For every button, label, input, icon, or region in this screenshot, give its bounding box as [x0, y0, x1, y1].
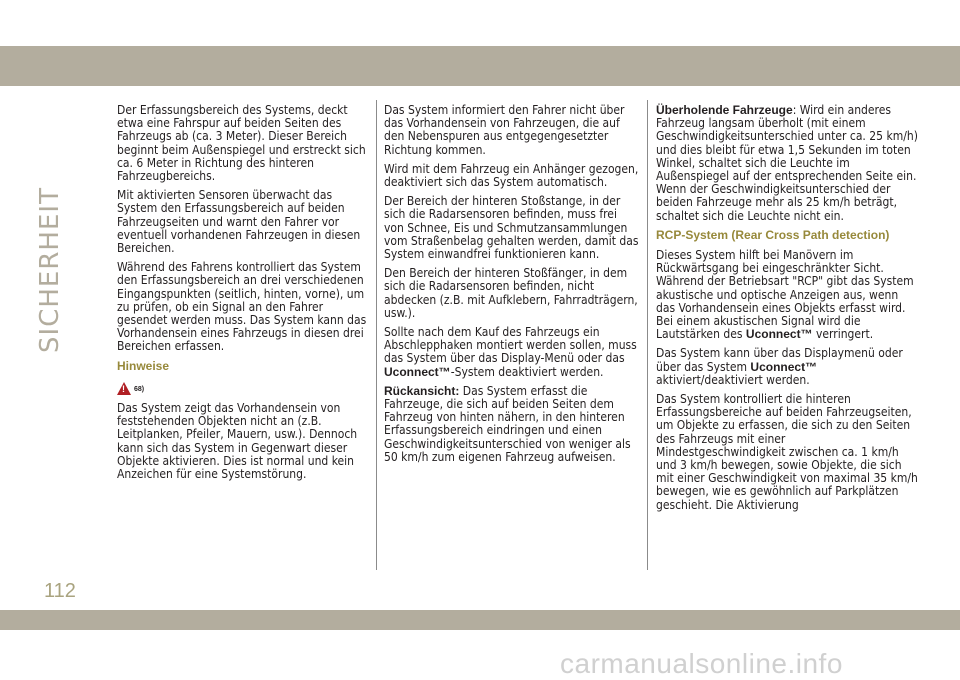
paragraph: Das System informiert den Fahrer nicht über das Vorhandensein von Fahrzeugen, die auf den Nebenspuren aus entgegengesetzter Richtung kommen.	[384, 103, 625, 157]
paragraph: Während des Fahrens kontrolliert das System den Erfassungsbereich an drei verschiedenen Eingangspunkten (seitlich, hinten, vorne), um zu prüfen, ob ein Signal an den Fahrer gesendet werden muss. Das System kann das Vorhandensein eines Fahrzeugs in diesen drei Bereichen erfassen.	[117, 260, 367, 354]
paragraph	[384, 385, 639, 464]
text: Dieses System hilft bei Manövern im Rückwärtsgang bei eingeschränkter Sicht. Während der Betriebsart "RCP" gibt das System akustische und optische Anzeigen aus, wenn das Vorhandensein eines Objekts erfasst wird. Bei einem akustischen Signal wird die Lautstärken des	[656, 248, 914, 342]
paragraph: Mit aktivierten Sensoren überwacht das System den Erfassungsbereich auf beiden Fahrzeugseiten und warnt den Fahrer vor eventuell vorhandenen Fahrzeugen in diesen Bereichen.	[117, 188, 361, 256]
paragraph: Der Bereich der hinteren Stoßstange, in der sich die Radarsensoren befinden, muss frei von Schnee, Eis und Schmutzansammlungen vom Straßenbelag gehalten werden, damit das System einwandfrei funktionieren kann.	[384, 194, 639, 262]
warning-reference: 68)	[134, 385, 145, 393]
paragraph: Das System zeigt das Vorhandensein von feststehenden Objekten nicht an (z.B. Leitplanken, Pfeiler, Mauern, usw.). Dennoch kann sich das System in Gegenwart dieser Objekte aktivieren. Dies ist normal und kein Anzeichen für eine Systemstörung.	[117, 401, 358, 482]
text: Das System erfasst die Fahrzeuge, die sich auf beiden Seiten dem Fahrzeug von hinten nähern, in den hinteren Erfassungsbereich eindringen und einen Geschwindigkeitsunterschied von weniger als 50 km/h zum eigenen Fahrzeug aufweisen.	[384, 383, 631, 464]
paragraph	[656, 347, 918, 387]
notes-heading: Hinweise	[117, 358, 170, 373]
section-title: SICHERHEIT	[35, 187, 65, 353]
column-divider	[376, 100, 377, 570]
term-label: Rückansicht:	[384, 383, 460, 398]
warning-triangle-icon	[117, 382, 131, 395]
text: -System deaktiviert werden.	[450, 364, 604, 379]
paragraph	[656, 249, 918, 341]
text: Das System kann über das Displaymenü oder über das System	[656, 346, 903, 374]
paragraph: Das System kontrolliert die hinteren Erfassungsbereiche auf beiden Fahrzeugseiten, um Objekte zu erfassen, die sich zu den Seiten des Fahrzeugs mit einer Mindestgeschwindigkeit zwischen ca. 1 km/h und 3 km/h bewegen, sowie Objekte, die sich mit einer Geschwindigkeit von maximal 35 km/h bewegen, wie es gewöhnlich auf Parkplätzen geschieht. Die Aktivierung	[656, 392, 918, 512]
rcp-heading: RCP-System (Rear Cross Path detection)	[656, 227, 890, 242]
warning-marker	[117, 380, 372, 396]
brand-term: Uconnect™	[750, 359, 818, 374]
column-1	[117, 104, 372, 487]
text: : Wird ein anderes Fahrzeug langsam überholt (mit einem Geschwindigkeitsunterschied unter ca. 25 km/h) und dies bleibt für etwa 1,5 Sekunden im toten Winkel, schaltet sich die Leuchte im Außenspiegel auf der entsprechenden Seite ein. Wenn der Geschwindigkeitsunterschied der beiden Fahrzeuge mehr als 25 km/h beträgt, schaltet sich die Leuchte nicht ein.	[656, 103, 918, 223]
brand-term: Uconnect™	[384, 364, 451, 379]
column-divider	[647, 100, 648, 570]
brand-term: Uconnect™	[745, 327, 813, 342]
paragraph	[384, 326, 639, 379]
text: aktiviert/deaktiviert werden.	[656, 372, 810, 387]
column-2	[384, 104, 639, 470]
watermark: carmanualsonline.info	[560, 648, 843, 679]
term-label: Überholende Fahrzeuge	[656, 103, 793, 117]
paragraph: Der Erfassungsbereich des Systems, deckt etwa eine Fahrspur auf beiden Seiten des Fahrzeugs ab (ca. 3 Meter). Dieser Bereich beginnt beim Außenspiegel und erstreckt sich ca. 6 Meter in Richtung des hinteren Fahrzeugbereichs.	[117, 103, 366, 184]
paragraph	[656, 104, 918, 223]
column-3	[656, 104, 918, 518]
paragraph: Den Bereich der hinteren Stoßfänger, in dem sich die Radarsensoren befinden, nicht abdecken (z.B. mit Aufklebern, Fahrradträgern, usw.).	[384, 266, 638, 320]
text: Sollte nach dem Kauf des Fahrzeugs ein Abschlepphaken montiert werden sollen, muss das System über das Display-Menü oder das	[384, 325, 637, 366]
paragraph: Wird mit dem Fahrzeug ein Anhänger gezogen, deaktiviert sich das System automatisch.	[384, 161, 639, 190]
footer-band	[0, 610, 960, 630]
text: verringert.	[812, 327, 874, 342]
header-band	[0, 46, 960, 86]
page-number: 112	[44, 580, 76, 602]
